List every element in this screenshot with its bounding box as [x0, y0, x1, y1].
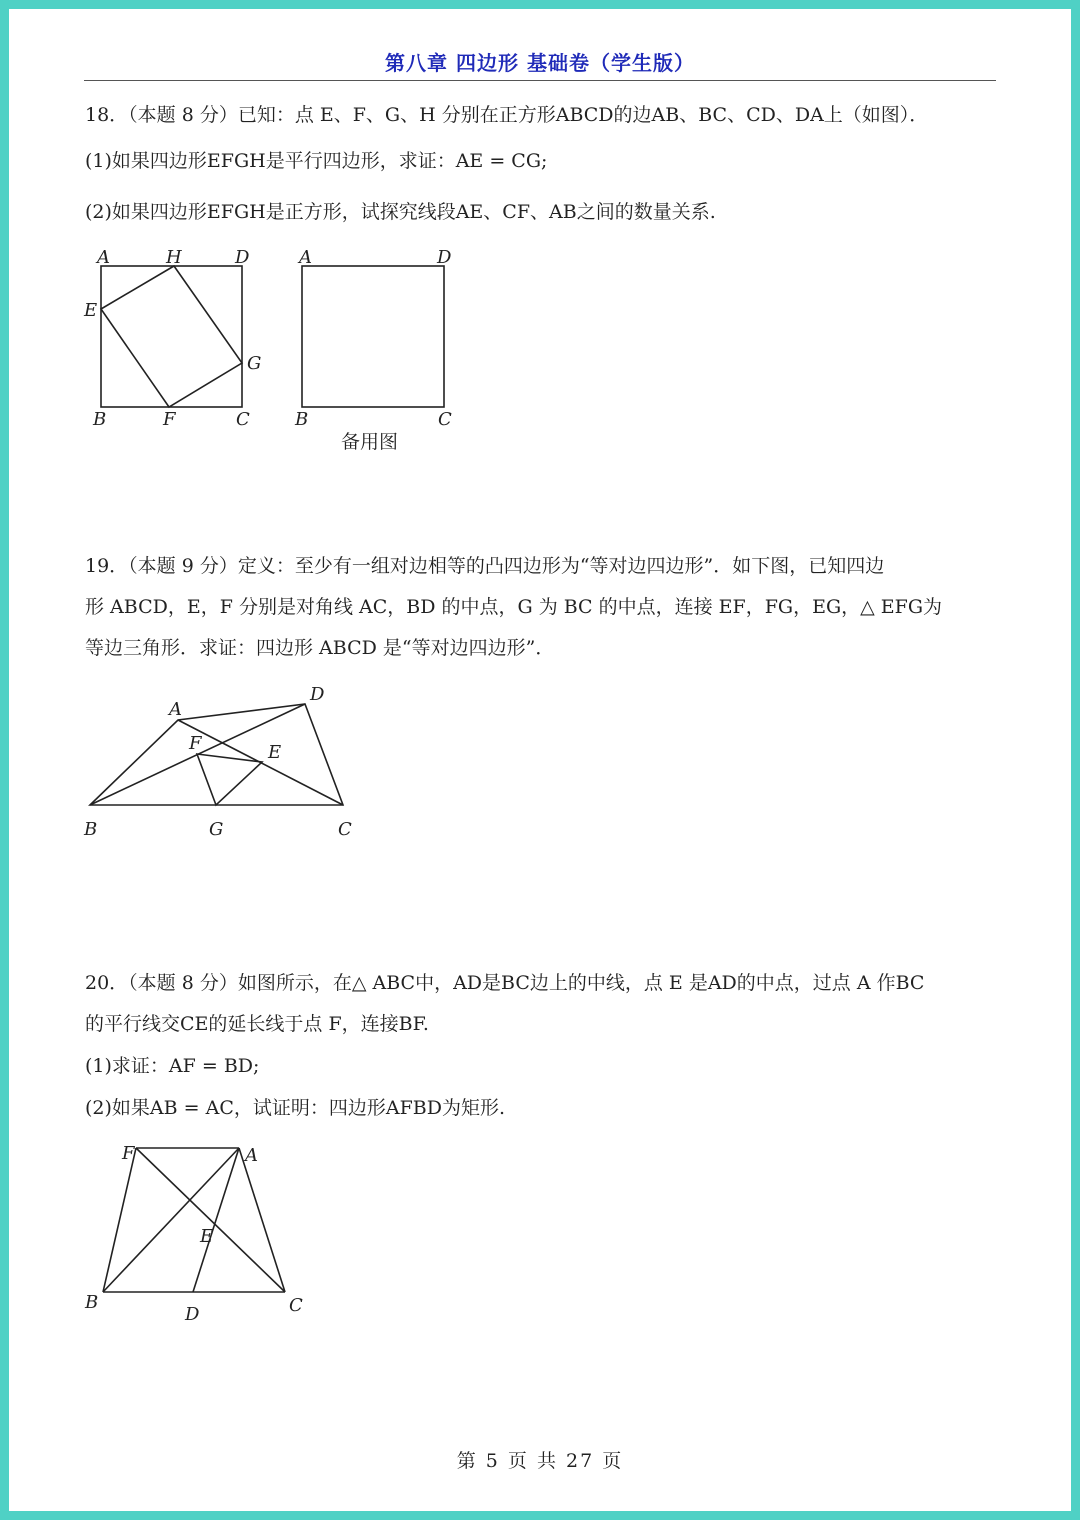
q20-line1: 20．（本题 8 分）如图所示，在△ ABC中，AD是BC边上的中线，点 E 是AD的中点，过点 A 作BC [85, 972, 925, 994]
q19-label-a: A [169, 699, 182, 720]
q18-figure [69, 241, 489, 461]
q19-label-c: C [338, 819, 352, 840]
q20-line-ab [103, 1148, 239, 1292]
q19-line3: 等边三角形．求证：四边形 ABCD 是“等对边四边形”． [85, 637, 555, 659]
q18-label-d: D [235, 247, 250, 268]
q18-spare-caption: 备用图 [341, 431, 399, 453]
q20-label-d: D [185, 1304, 200, 1325]
page-number: 第 5 页 共 27 页 [456, 1450, 624, 1472]
page-title: 第八章 四边形 基础卷（学生版） [385, 51, 695, 75]
q18-label-f: F [163, 409, 176, 430]
q19-label-b: B [84, 819, 98, 840]
page [9, 9, 1071, 1511]
q18-label-b: B [93, 409, 107, 430]
q20-part1: (1)求证：AF = BD; [85, 1055, 260, 1077]
q19-figure [69, 677, 389, 847]
q18-label-h: H [166, 247, 182, 268]
q19-line2: 形 ABCD，E，F 分别是对角线 AC，BD 的中点，G 为 BC 的中点，连接 EF，FG，EG，△ EFG为 [85, 596, 943, 618]
q19-label-g: G [209, 819, 224, 840]
q19-label-f: F [189, 733, 202, 754]
q18-spare-label-c: C [438, 409, 452, 430]
q20-label-f: F [122, 1143, 135, 1164]
q18-label-a: A [97, 247, 110, 268]
q18-quad-efgh [101, 266, 242, 407]
q19-line1: 19．（本题 9 分）定义：至少有一组对边相等的凸四边形为“等对边四边形”．如下图，已知四边 [85, 555, 885, 577]
q20-label-c: C [289, 1295, 303, 1316]
q18-label-g: G [247, 353, 262, 374]
q18-part2: (2)如果四边形EFGH是正方形，试探究线段AE、CF、AB之间的数量关系. [85, 201, 716, 223]
q18-spare-square [302, 266, 444, 407]
q18-stem: 18．（本题 8 分）已知：点 E、F、G、H 分别在正方形ABCD的边AB、BC、CD、DA上（如图）． [85, 104, 929, 126]
q18-spare-label-d: D [437, 247, 452, 268]
q20-part2: (2)如果AB = AC，试证明：四边形AFBD为矩形. [85, 1097, 505, 1119]
q20-line-ad [193, 1148, 239, 1292]
q18-spare-label-b: B [295, 409, 309, 430]
q18-part1: (1)如果四边形EFGH是平行四边形，求证：AE = CG; [85, 150, 548, 172]
header-divider [84, 80, 996, 81]
q18-spare-label-a: A [299, 247, 312, 268]
q18-square-abcd [101, 266, 242, 407]
q19-triangle-efg [197, 754, 262, 805]
q20-figure [69, 1129, 329, 1329]
q19-quad-abcd [90, 704, 343, 805]
q20-line2: 的平行线交CE的延长线于点 F，连接BF. [85, 1013, 429, 1035]
q18-label-e: E [84, 300, 98, 321]
q20-label-e: E [200, 1226, 214, 1247]
q18-label-c: C [236, 409, 250, 430]
q19-label-e: E [268, 742, 282, 763]
q20-label-b: B [85, 1292, 99, 1313]
q19-label-d: D [310, 684, 325, 705]
q20-label-a: A [245, 1145, 258, 1166]
q20-line-fb [103, 1148, 136, 1292]
